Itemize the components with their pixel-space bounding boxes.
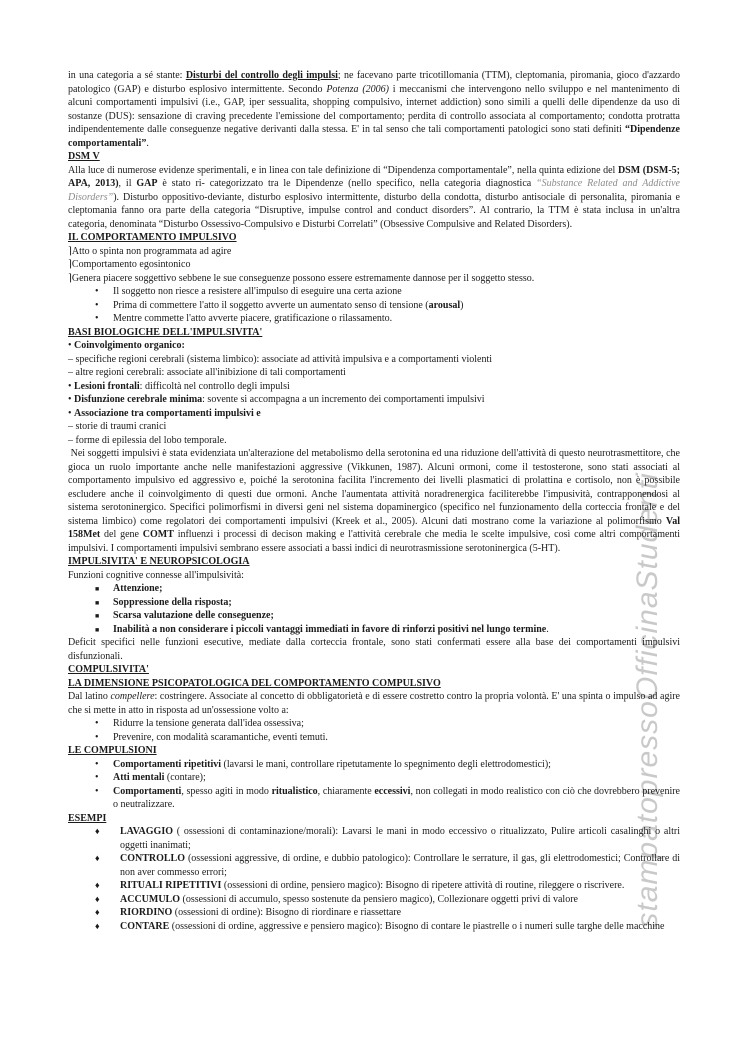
- section-heading-text: DSM V: [68, 151, 100, 162]
- text-run: ACCUMULO: [120, 893, 180, 905]
- text-run: , il: [118, 178, 137, 189]
- text-run: del gene: [100, 529, 143, 540]
- bullet-diamond-icon: ♦: [95, 826, 100, 836]
- text-run: Atti mentali: [113, 772, 165, 783]
- text-run: .: [546, 623, 549, 635]
- text-run: CONTROLLO: [120, 853, 186, 864]
- text-run: , chiaramente: [317, 785, 375, 797]
- text-run: •: [68, 340, 75, 351]
- list-item: [68, 758, 680, 772]
- list-item: [68, 906, 680, 920]
- text-run: Associazione tra comportamenti impulsivi e: [74, 407, 261, 419]
- section-heading: [68, 326, 680, 340]
- section-heading-text: COMPULSIVITA': [68, 664, 149, 675]
- section-heading: [68, 555, 680, 569]
- text-run: ( ossessioni di contaminazione/morali): Lavarsi le mani in modo eccessivo o ritualizzato, Pulire articoli casalinghi o altri oggetti inanimati;: [120, 826, 680, 851]
- bullet-diamond-icon: ♦: [95, 893, 100, 904]
- text-run: in una categoria a sé stante:: [68, 70, 186, 81]
- text-run: (ossessioni di ordine): Bisogno di riordinare e riassettare: [172, 907, 402, 918]
- text-run: eccessivi: [374, 785, 411, 797]
- bullet-dot-icon: •: [95, 286, 99, 297]
- list-item: [68, 285, 680, 299]
- bullet-square-icon: ■: [95, 598, 100, 607]
- text-run: (ossessioni di ordine, aggressive e pensiero magico): Bisogno di contare le piastrelle o i numeri sulle targhe delle macchine: [169, 920, 665, 932]
- text-run: Il soggetto non riesce a resistere all'impulso di eseguire una certa azione: [113, 286, 402, 297]
- list-item: [68, 785, 680, 812]
- text-run: Lesioni frontali: [74, 380, 140, 392]
- print-watermark: stampatopressoOfficinaStudenti: [631, 472, 664, 928]
- text-run: GAP: [136, 178, 158, 189]
- text-run: “Dipendenze comportamentali”: [68, 124, 680, 149]
- section-heading: [68, 231, 680, 245]
- text-run: COMT: [142, 529, 174, 540]
- bullet-diamond-icon: ♦: [95, 853, 100, 863]
- section-heading: [68, 663, 680, 677]
- text-run: Coinvolgimento organico:: [74, 340, 185, 351]
- bullet-square-icon: ■: [95, 625, 100, 634]
- list-item: [68, 623, 680, 637]
- section-heading-text: IL COMPORTAMENTO IMPULSIVO: [68, 232, 237, 243]
- text-run: Dal latino: [68, 691, 111, 702]
- bullet-dot-icon: •: [95, 758, 99, 770]
- paragraph: [68, 407, 680, 421]
- text-run: (ossessioni aggressive, di ordine, e dubbio patologico): Controllare le serrature, il gas, gli elettrodomestici; Controllare di non aver commesso errori;: [120, 853, 680, 878]
- text-run: DSM (DSM-5; APA, 2013): [68, 164, 680, 189]
- text-run: ). Disturbo oppositivo-deviante, disturbo esplosivo intermittente, disturbo della condotta, disturbo antisociale di personalita, piromania e cleptomania fanno ora parte della categoria “Disruptive, impulse control and conduct disorders”. Al contrario, la TTM è stata inclusa in un'altra categoria, denominata “Disturbo Ossessivo-Compulsivo e Disturbi Correlati” (Obsessive Compulsive and Related Disorders).: [68, 191, 680, 230]
- text-run: (lavarsi le mani, controllare ripetutamente lo spegnimento degli elettrodomestici);: [221, 758, 551, 770]
- section-heading-text: IMPULSIVITA' E NEUROPSICOLOGIA: [68, 556, 250, 567]
- bullet-dot-icon: •: [95, 772, 99, 783]
- bullet-dot-icon: •: [95, 299, 99, 311]
- section-heading-text: LA DIMENSIONE PSICOPATOLOGICA DEL COMPORTAMENTO COMPULSIVO: [68, 677, 441, 689]
- text-run: .: [146, 137, 149, 149]
- text-run: RITUALI RIPETITIVI: [120, 880, 222, 891]
- text-run: Soppressione della risposta;: [113, 596, 232, 608]
- text-run: : difficoltà nel controllo degli impulsi: [139, 380, 290, 392]
- text-run: Disfunzione cerebrale minima: [74, 394, 203, 405]
- text-run: Comportamenti: [113, 785, 182, 797]
- text-run: Scarsa valutazione delle conseguenze;: [113, 610, 274, 621]
- text-run: ): [460, 299, 464, 311]
- text-run: Nei soggetti impulsivi è stata evidenziata un'alterazione del metabolismo della serotonina ed una riduzione dell'attività di questo neurotrasmettitore, che gioca un ruolo importante anche nelle manifestazioni aggressive (Vikkunen, 1987). Alcuni ormoni, come il testosterone, sono stati associati al comportamento impulsivo ed aggressivo e, poiché la serotonina facilita l'incremento dei livelli plasmatici di prolattina e cortisolo, non è possibile escludere anche il coinvolgimento di questi due ormoni. Anche l'aumentata attività noradrenergica faciliterebbe l'impusività, contrapponendosi al sistema serotoninergico. Specifici polimorfismi in diversi geni nel sistema dopaminergico (specifico nel funzionamento della corteccia frontale e del sistema limbico) come regolatori dei comportamenti impulsivi (Kreek et al., 2005). Alcuni dati mostrano come la variazione al polimorfismo: [68, 448, 680, 527]
- text-run: Funzioni cognitive connesse all'impulsività:: [68, 569, 244, 581]
- section-heading: [68, 150, 680, 164]
- bullet-diamond-icon: ♦: [95, 907, 100, 917]
- list-item: [68, 717, 680, 731]
- bullet-diamond-icon: ♦: [95, 880, 100, 890]
- text-run: : sovente si accompagna a un incremento dei comportamenti impulsivi: [202, 394, 485, 405]
- paragraph: [68, 245, 680, 259]
- paragraph: [68, 569, 680, 583]
- text-run: i meccanismi che intervengono nello sviluppo e nel mantenimento di alcuni comportamenti impulsivi (i.e., GAP, iper sessualita, shopping compulsivo, internet addiction) sono simili a quelli delle dipendenze da uso di sostanze (DUS): sensazione di craving precedente l'emissione del comportamento; perdita di controllo associata al comportamento; condotta protratta indipendentemente dalle conseguenze negative derivanti dalla stessa. E' in tal senso che tali comportamenti patologici sono stati definiti: [68, 83, 680, 135]
- text-run: ⌉Atto o spinta non programmata ad agire: [68, 245, 232, 257]
- text-run: Ridurre la tensione generata dall'idea ossessiva;: [113, 718, 304, 729]
- text-run: •: [68, 394, 75, 405]
- text-run: Mentre commette l'atto avverte piacere, gratificazione o rilassamento.: [113, 313, 393, 324]
- list-item: [68, 879, 680, 893]
- text-run: Comportamenti ripetitivi: [113, 758, 222, 770]
- text-run: – storie di traumi cranici: [68, 421, 167, 432]
- paragraph: [68, 69, 680, 150]
- text-run: “Substance Related and Addictive Disorders”: [68, 178, 680, 203]
- list-item: [68, 920, 680, 934]
- section-heading-text: ESEMPI: [68, 812, 107, 824]
- text-run: – altre regioni cerebrali: associate all'inibizione di tali comportamenti: [68, 367, 346, 378]
- text-run: ritualistico: [271, 785, 318, 797]
- paragraph: [68, 420, 680, 434]
- bullet-dot-icon: •: [95, 313, 99, 324]
- text-run: Deficit specifici nelle funzioni esecutive, mediate dalla corteccia frontale, sono stati confermati essere alla base dei comportamenti impulsivi disfunzionali.: [68, 637, 680, 662]
- section-heading: [68, 812, 680, 826]
- section-heading-text: BASI BIOLOGICHE DELL'IMPULSIVITA': [68, 326, 263, 338]
- list-item: [68, 299, 680, 313]
- bullet-dot-icon: •: [95, 731, 99, 743]
- paragraph: [68, 164, 680, 232]
- text-run: arousal: [428, 299, 461, 311]
- bullet-dot-icon: •: [95, 718, 99, 729]
- text-run: •: [68, 380, 75, 392]
- paragraph: [68, 258, 680, 272]
- paragraph: [68, 272, 680, 286]
- text-run: – specifiche regioni cerebrali (sistema limbico): associate ad attività impulsiva e a comportamenti violenti: [68, 353, 493, 365]
- text-run: Prima di commettere l'atto il soggetto avverte un aumentato senso di tensione (: [113, 299, 429, 311]
- text-run: Alla luce di numerose evidenze sperimentali, e in linea con tale definizione di “Dipendenza comportamentale”, nella quinta edizione del: [68, 164, 618, 176]
- list-item: [68, 852, 680, 879]
- paragraph: [68, 339, 680, 353]
- list-item: [68, 582, 680, 596]
- text-run: Prevenire, con modalità scaramantiche, eventi temuti.: [113, 731, 328, 743]
- text-run: (contare);: [164, 772, 206, 783]
- section-heading: [68, 744, 680, 758]
- paragraph: [68, 393, 680, 407]
- text-run: Disturbi del controllo degli impulsi: [185, 70, 338, 81]
- text-run: Attenzione;: [113, 583, 163, 594]
- paragraph: [68, 690, 680, 717]
- paragraph: [68, 353, 680, 367]
- text-run: ⌉Comportamento egosintonico: [68, 259, 191, 270]
- text-run: CONTARE: [120, 920, 170, 932]
- paragraph: [68, 636, 680, 663]
- text-run: LAVAGGIO: [120, 826, 173, 837]
- list-item: [68, 596, 680, 610]
- section-heading-text: LE COMPULSIONI: [68, 745, 157, 756]
- text-run: (ossessioni di accumulo, spesso sostenute da pensiero magico), Collezionare oggetti privi di valore: [180, 893, 578, 905]
- text-run: – forme di epilessia del lobo temporale.: [68, 434, 227, 446]
- text-run: Val 158Met: [68, 515, 680, 540]
- paragraph: [68, 447, 680, 555]
- list-item: [68, 312, 680, 326]
- text-run: ; ne facevano parte tricotillomania (TTM), cleptomania, piromania, gioco d'azzardo patologico (GAP) e disturbo esplosivo intermittente. Secondo: [68, 70, 680, 95]
- paragraph: [68, 434, 680, 448]
- text-run: Potenza (2006): [326, 83, 389, 95]
- text-run: , spesso agiti in modo: [181, 785, 272, 797]
- text-run: ⌉Genera piacere soggettivo sebbene le sue conseguenze possono essere estremamente dannose per il soggetto stesso.: [68, 272, 535, 284]
- bullet-square-icon: ■: [95, 585, 100, 593]
- section-heading: [68, 677, 680, 691]
- bullet-dot-icon: •: [95, 785, 99, 797]
- paragraph: [68, 380, 680, 394]
- list-item: [68, 609, 680, 623]
- list-item: [68, 893, 680, 907]
- text-run: •: [68, 407, 75, 419]
- text-run: (ossessioni di ordine, pensiero magico): Bisogno di ripetere attività di routine, rileggere o riscrivere.: [221, 880, 625, 891]
- paragraph: [68, 366, 680, 380]
- list-item: [68, 731, 680, 745]
- document-content: [68, 69, 680, 933]
- bullet-square-icon: ■: [95, 612, 100, 620]
- text-run: RIORDINO: [120, 907, 173, 918]
- text-run: è stato ri- categorizzato tra le Dipendenze (nello specifico, nella categoria diagnostica: [157, 178, 537, 189]
- text-run: : costringere. Associate al concetto di obbligatorietà e di essere costretto contro la propria volontà. E' una spinta o impulso ad agire che si mette in atto in risposta ad un'ossessione volto a:: [68, 691, 680, 716]
- text-run: compellere: [110, 691, 155, 702]
- text-run: influenzi i processi di decison making e l'attività cerebrale che media le scelte impulsive, così come altri comportamenti impulsivi. I comportamenti impulsivi sembrano essere associati a bassi indici di neurotrasmissione serotoninergica (5-HT).: [68, 529, 681, 554]
- list-item: [68, 771, 680, 785]
- text-run: Inabilità a non considerare i piccoli vantaggi immediati in favore di rinforzi positivi nel lungo termine: [113, 623, 547, 635]
- text-run: , non collegati in modo realistico con ciò che dovrebbero prevenire o neutralizzare.: [113, 785, 680, 810]
- bullet-diamond-icon: ♦: [95, 920, 100, 931]
- list-item: [68, 825, 680, 852]
